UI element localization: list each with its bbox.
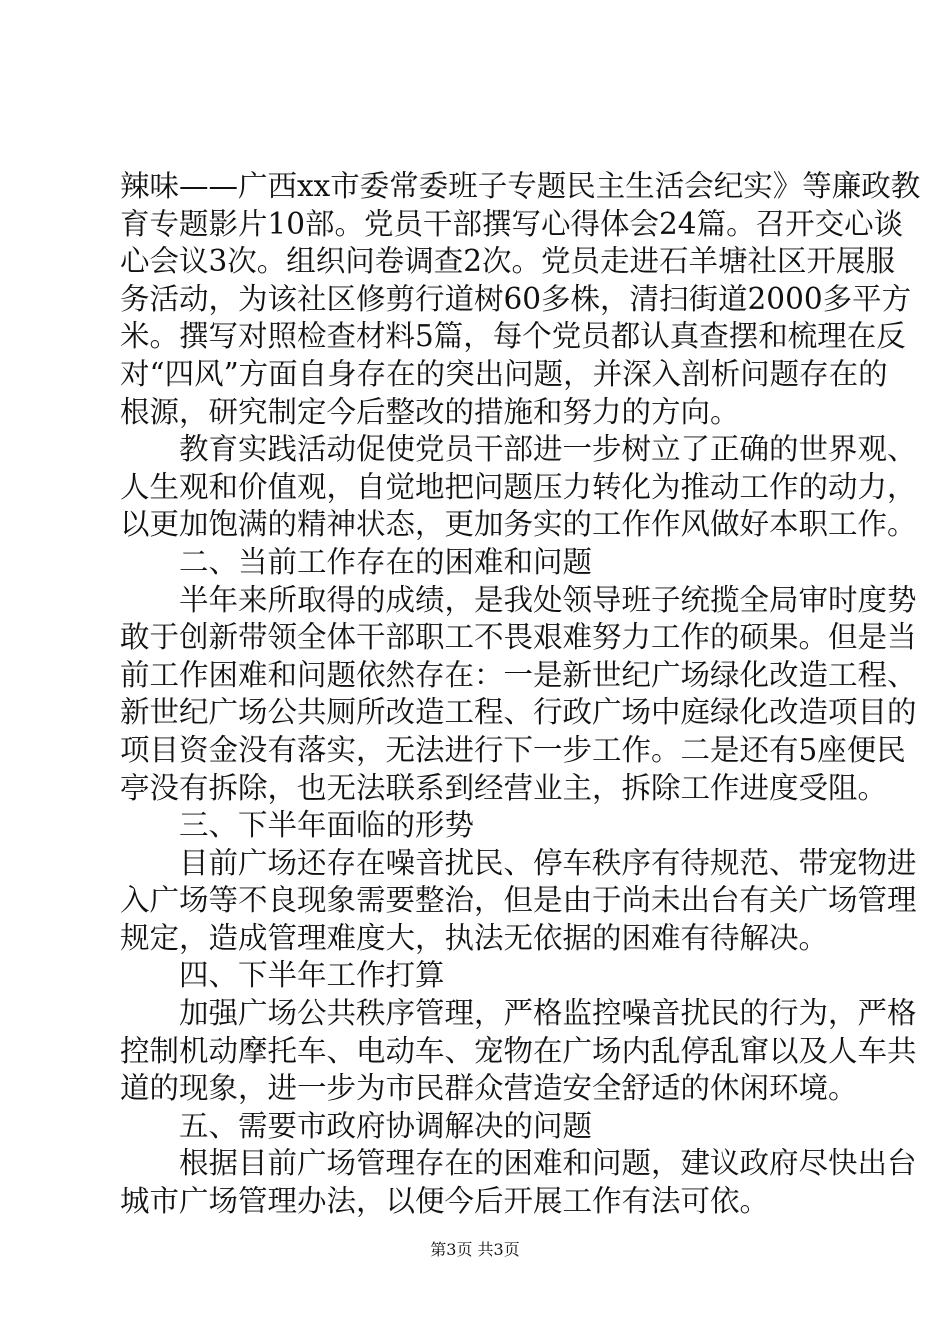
text-line: 控制机动摩托车、电动车、宠物在广场内乱停乱窜以及人车共 <box>120 1033 917 1068</box>
paragraph-first-line: 加强广场公共秩序管理，严格监控噪音扰民的行为，严格 <box>179 996 917 1031</box>
page-footer <box>0 1240 950 1260</box>
paragraph-first-line: 三、下半年面临的形势 <box>179 808 475 843</box>
text-line: 辣味——广西xx市委常委班子专题民主生活会纪实》等廉政教 <box>120 169 921 203</box>
text-line: 育专题影片10部。党员干部撰写心得体会24篇。召开交心谈 <box>120 206 904 241</box>
text-line: 亭没有拆除，也无法联系到经营业主，拆除工作进度受阻。 <box>120 770 888 805</box>
text-line: 心会议3次。组织问卷调查2次。党员走进石羊塘社区开展服 <box>120 244 896 279</box>
document-body <box>120 168 921 1221</box>
text-line: 务活动，为该社区修剪行道树60多株，清扫街道2000多平方 <box>120 281 912 316</box>
paragraph-first-line: 四、下半年工作打算 <box>179 958 445 993</box>
text-line: 对“四风”方面自身存在的突出问题，并深入剖析问题存在的 <box>120 356 888 391</box>
text-line: 根源，研究制定今后整改的措施和努力的方向。 <box>120 394 740 429</box>
paragraph-first-line: 二、当前工作存在的困难和问题 <box>179 544 593 579</box>
text-line: 米。撰写对照检查材料5篇，每个党员都认真查摆和梳理在反 <box>120 319 906 354</box>
text-line: 前工作困难和问题依然存在：一是新世纪广场绿化改造工程、 <box>120 657 917 692</box>
text-line: 新世纪广场公共厕所改造工程、行政广场中庭绿化改造项目的 <box>120 695 917 730</box>
paragraph-first-line: 目前广场还存在噪音扰民、停车秩序有待规范、带宠物进 <box>179 845 917 880</box>
page-number: 第3页 共3页 <box>430 1240 520 1259</box>
paragraph-first-line: 教育实践活动促使党员干部进一步树立了正确的世界观、 <box>179 432 917 467</box>
paragraph-first-line: 五、需要市政府协调解决的问题 <box>179 1108 593 1143</box>
text-line: 人生观和价值观，自觉地把问题压力转化为推动工作的动力， <box>120 469 917 504</box>
text-line: 以更加饱满的精神状态，更加务实的工作作风做好本职工作。 <box>120 507 917 542</box>
paragraph-first-line: 半年来所取得的成绩，是我处领导班子统揽全局审时度势 <box>179 582 917 617</box>
text-line: 项目资金没有落实，无法进行下一步工作。二是还有5座便民 <box>120 732 906 767</box>
paragraph-first-line: 根据目前广场管理存在的困难和问题，建议政府尽快出台 <box>179 1146 917 1181</box>
text-line: 城市广场管理办法，以便今后开展工作有法可依。 <box>120 1184 770 1219</box>
text-line: 规定，造成管理难度大，执法无依据的困难有待解决。 <box>120 920 829 955</box>
text-line: 道的现象，进一步为市民群众营造安全舒适的休闲环境。 <box>120 1071 858 1106</box>
text-line: 敢于创新带领全体干部职工不畏艰难努力工作的硕果。但是当 <box>120 620 917 655</box>
text-line: 入广场等不良现象需要整治，但是由于尚未出台有关广场管理 <box>120 883 917 918</box>
